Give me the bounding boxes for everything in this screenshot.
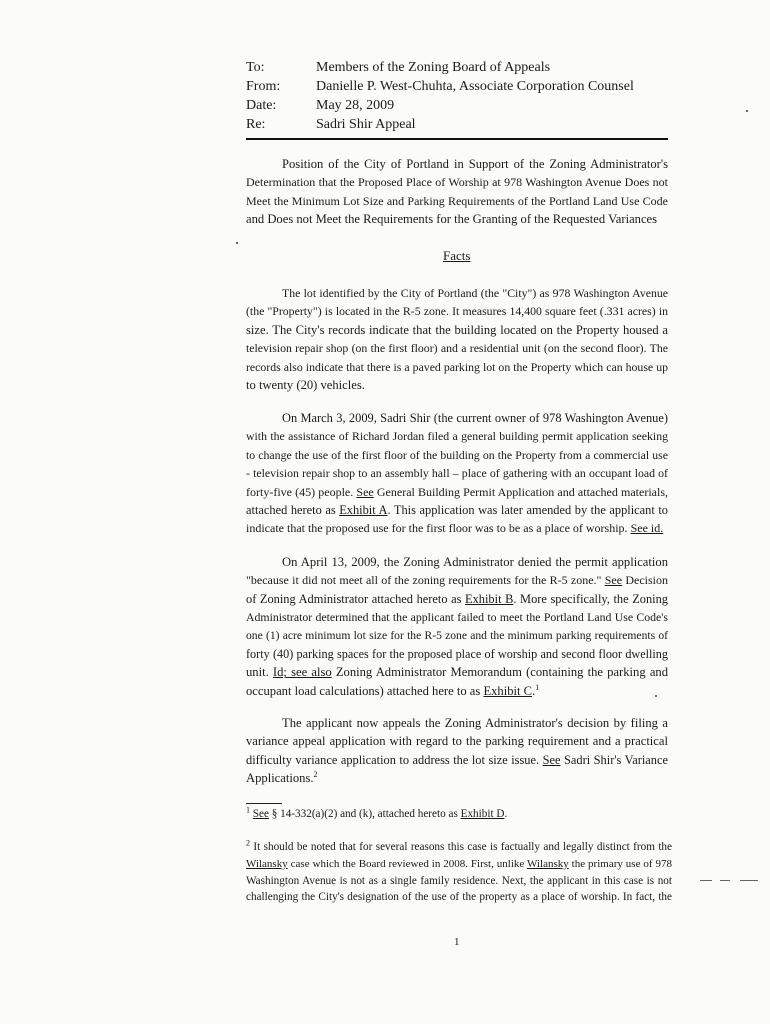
text-run: of Zoning Administrator attached hereto as [246, 591, 466, 606]
footnote-number: 2 [246, 838, 250, 848]
footnote-marker: 2 [313, 770, 318, 780]
exhibit-a-ref: Exhibit A [339, 503, 388, 518]
footnote-line: Washington Avenue is not as a single family residence. Next, the applicant in this case is not [246, 874, 672, 887]
paragraph-line [246, 483, 668, 501]
text-run: . This application was later amended by the applicant to [387, 503, 668, 518]
exhibit-b-ref: Exhibit B [465, 591, 514, 606]
paragraph-line: size. The City's records indicate that the building located on the Property housed a [246, 322, 668, 337]
paragraph-line [246, 751, 668, 769]
citation-signal: See id. [630, 521, 664, 536]
text-run: Sadri Shir's Variance [560, 752, 668, 767]
text-run: indicate that the proposed use for the first floor was to be as a place of worship. [246, 521, 631, 536]
paragraph-line: Administrator determined that the applicant failed to meet the Portland Land Use Code's [246, 610, 668, 625]
citation-signal: Id; see also [272, 665, 332, 680]
exhibit-c-ref: Exhibit C [483, 683, 533, 698]
case-name: Wilansky [246, 857, 288, 870]
paragraph-line: The applicant now appeals the Zoning Administrator's decision by filing a [282, 716, 668, 730]
position-line: Determination that the Proposed Place of Worship at 978 Washington Avenue Does not [246, 175, 668, 190]
paragraph-line: one (1) acre minimum lot size for the R-5 zone and the minimum parking requirements of [246, 628, 668, 642]
facts-paragraph-3 [246, 553, 668, 700]
page-number: 1 [454, 936, 460, 948]
footnote-divider [246, 803, 282, 804]
paragraph-line: On April 13, 2009, the Zoning Administrator denied the permit application [282, 555, 668, 569]
memo-from-value: Danielle P. West-Chuhta, Associate Corporation Counsel [316, 79, 634, 94]
paragraph-line [246, 769, 668, 787]
memo-to-row [246, 60, 550, 76]
text-run: "because it did not meet all of the zoning requirements for the R-5 zone." [246, 573, 605, 588]
paragraph-line: forty (40) parking spaces for the proposed place of worship and second floor dwelling [246, 647, 668, 662]
scan-speck [720, 880, 730, 881]
paragraph-line: to change the use of the first floor of the building on the Property from a commercial use [246, 447, 668, 462]
scan-speck [740, 880, 758, 881]
position-line: Position of the City of Portland in Support of the Zoning Administrator's [282, 157, 668, 171]
paragraph-line [246, 571, 668, 589]
paragraph-line: The lot identified by the City of Portland (the "City") as 978 Washington Avenue [282, 286, 668, 300]
text-run: § 14-332(a)(2) and (k), attached hereto as [268, 808, 461, 820]
memo-to-label: To: [246, 60, 265, 75]
paragraph-line: to twenty (20) vehicles. [246, 378, 365, 393]
exhibit-d-ref: Exhibit D [460, 808, 505, 820]
paragraph-line: television repair shop (on the first floor) and a residential unit (on the second floor). The [246, 341, 668, 356]
header-divider [246, 138, 668, 140]
footnote-number: 1 [246, 805, 250, 815]
facts-paragraph-1 [246, 284, 668, 394]
memo-date-row [246, 98, 394, 114]
paragraph-line [246, 663, 668, 681]
position-line: and Does not Meet the Requirements for the Granting of the Requested Variances [246, 212, 658, 227]
footnote-line [246, 806, 672, 823]
memo-to-value: Members of the Zoning Board of Appeals [316, 60, 551, 75]
memo-from-label: From: [246, 79, 281, 94]
facts-heading: Facts [443, 248, 471, 263]
text-run: Decision [622, 573, 669, 588]
paragraph-line [246, 682, 668, 700]
position-statement [246, 155, 668, 229]
text-run: It should be noted that for several reasons this case is factually and legally distinct from the [250, 841, 672, 853]
paragraph-line: records also indicate that there is a paved parking lot on the Property which can house up [246, 359, 668, 374]
scan-speck [700, 880, 712, 881]
citation-signal: See [252, 808, 269, 820]
memo-re-row [246, 117, 416, 133]
text-run: difficulty variance application to address the lot size issue. [246, 752, 543, 767]
text-run: . More specifically, the Zoning [513, 591, 668, 606]
footnote-line [246, 856, 672, 873]
text-run: forty-five (45) people. [246, 484, 357, 499]
footnote-marker: 1 [535, 682, 540, 692]
scan-speck [746, 110, 748, 112]
text-run: Applications. [246, 771, 314, 786]
text-run: unit. [246, 665, 273, 680]
text-run: General Building Permit Application and attached materials, [373, 484, 669, 499]
text-run: . [532, 683, 536, 698]
paragraph-line: (the "Property") is located in the R-5 zone. It measures 14,400 square feet (.331 acres) in [246, 304, 668, 319]
memo-re-label: Re: [246, 117, 266, 132]
facts-paragraph-2 [246, 409, 668, 538]
paragraph-line [246, 501, 668, 519]
footnote-1 [246, 806, 672, 823]
paragraph-line: - television repair shop to an assembly hall – place of gathering with an occupant load of [246, 466, 668, 481]
text-run: attached hereto as [246, 503, 340, 518]
citation-signal: See [542, 752, 561, 767]
memo-date-value: May 28, 2009 [316, 98, 395, 113]
memo-from-row [246, 79, 634, 95]
scan-speck [236, 242, 238, 244]
memo-date-label: Date: [246, 98, 277, 113]
footnote-2 [246, 839, 672, 906]
scan-speck [655, 695, 657, 697]
position-line: Meet the Minimum Lot Size and Parking Requirements of the Portland Land Use Code [246, 193, 668, 208]
text-run: the primary use of 978 [568, 857, 673, 870]
footnote-line [246, 839, 672, 856]
citation-signal: See [604, 573, 623, 588]
paragraph-line [246, 519, 668, 537]
paragraph-line: On March 3, 2009, Sadri Shir (the current owner of 978 Washington Avenue) [282, 411, 668, 425]
facts-paragraph-4 [246, 714, 668, 788]
paragraph-line: variance appeal application with regard to the parking requirement and a practical [246, 734, 668, 749]
text-run: . [504, 808, 508, 820]
paragraph-line [246, 590, 668, 608]
case-name: Wilansky [527, 857, 569, 870]
text-run: case which the Board reviewed in 2008. First, unlike [287, 857, 528, 870]
text-run: Zoning Administrator Memorandum (containing the parking and [331, 665, 669, 680]
memo-re-value: Sadri Shir Appeal [316, 117, 416, 132]
citation-signal: See [356, 484, 374, 499]
footnote-line: challenging the City's designation of the use of the property as a place of worship. In fact, the [246, 891, 672, 904]
paragraph-line: with the assistance of Richard Jordan filed a general building permit application seeking [246, 429, 668, 444]
text-run: occupant load calculations) attached here to as [246, 683, 484, 698]
